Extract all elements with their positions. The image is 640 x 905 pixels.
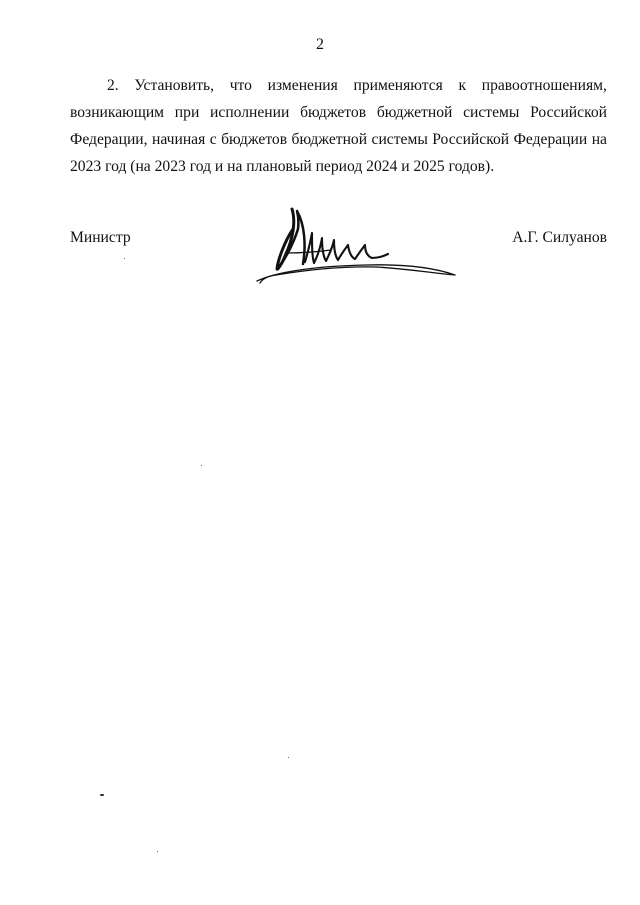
paragraph-word: начиная <box>152 131 206 148</box>
paragraph-word: применяются <box>353 77 443 94</box>
paragraph-number: 2. <box>107 77 119 94</box>
paragraph-line-2 <box>70 104 607 122</box>
paragraph-line-1 <box>70 77 607 95</box>
paragraph-word: при <box>174 104 200 121</box>
paragraph-word: Российской <box>530 104 607 121</box>
paragraph-word: бюджетной <box>376 104 453 121</box>
paragraph-line-3 <box>70 131 607 149</box>
scan-speck <box>124 258 125 259</box>
scan-speck <box>157 851 158 852</box>
paragraph-word: с <box>209 131 217 148</box>
paragraph-word: Федерации, <box>70 131 148 148</box>
paragraph-word: бюджетов <box>300 104 367 121</box>
paragraph-word: правоотношениям, <box>481 77 607 94</box>
paragraph-line-4: 2023 год (на 2023 год и на плановый период 2024 и 2025 годов). <box>70 158 495 175</box>
paragraph-word: Установить, <box>134 77 215 94</box>
paragraph-word: Российской <box>432 131 510 148</box>
paragraph-word: Федерации <box>513 131 588 148</box>
paragraph-word: бюджетной <box>291 131 368 148</box>
paragraph-word: исполнении <box>210 104 290 121</box>
scan-speck <box>201 465 202 466</box>
paragraph-word: изменения <box>267 77 338 94</box>
handwritten-signature <box>248 201 463 289</box>
position-label: Министр <box>70 229 131 246</box>
paragraph-word: системы <box>371 131 428 148</box>
scan-speck <box>100 794 104 796</box>
page-number: 2 <box>316 36 324 53</box>
paragraph-word: возникающим <box>70 104 165 121</box>
paragraph-word: системы <box>463 104 520 121</box>
signer-name: А.Г. Силуанов <box>512 229 607 246</box>
paragraph-word: что <box>229 77 252 94</box>
scan-speck <box>288 757 289 758</box>
paragraph-word: бюджетов <box>221 131 288 148</box>
paragraph-word: на <box>591 131 607 148</box>
paragraph-word: к <box>458 77 467 94</box>
